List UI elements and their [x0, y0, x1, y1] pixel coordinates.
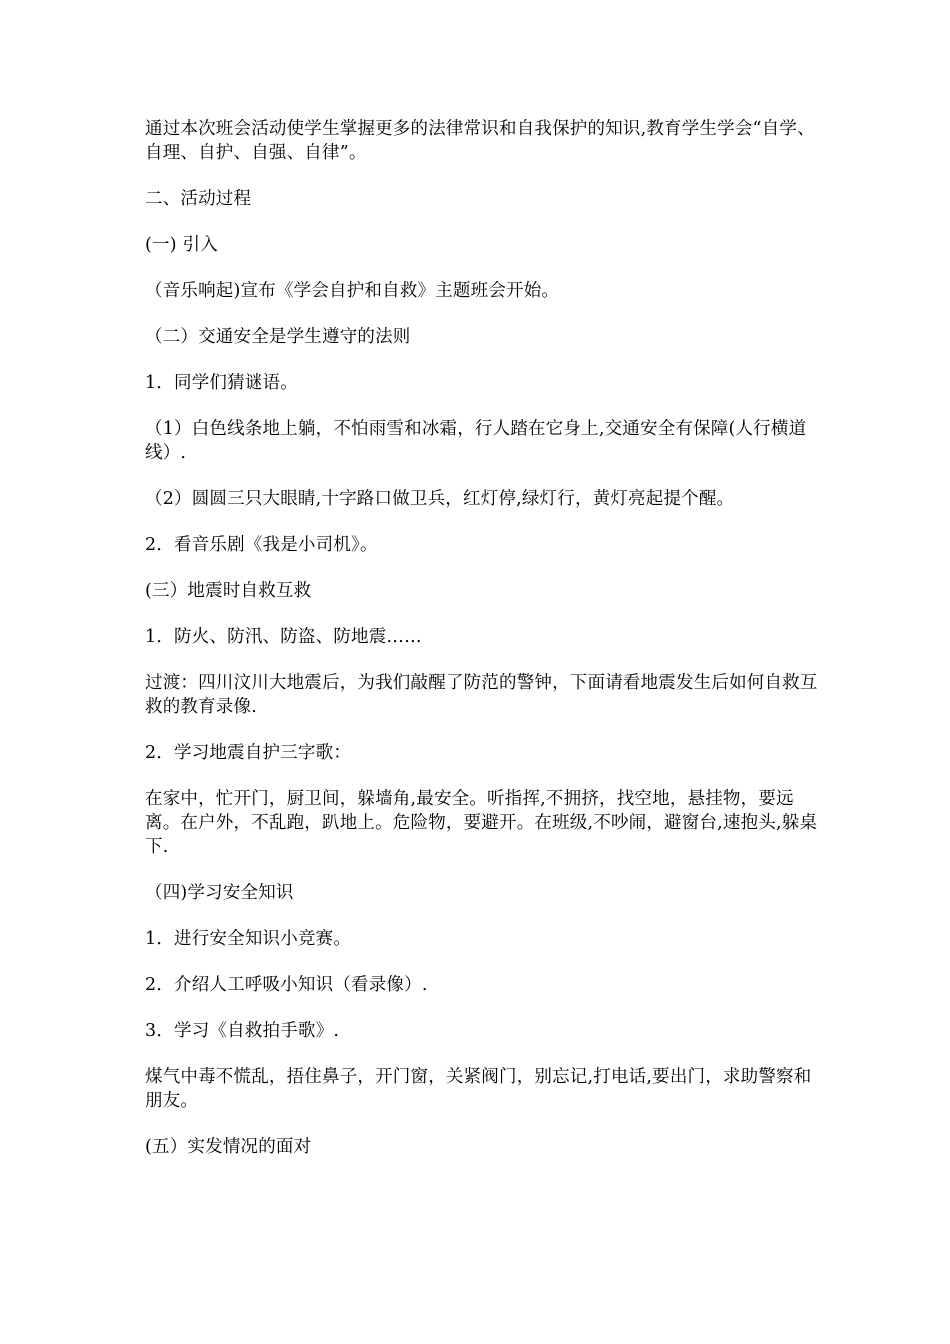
subheading-emergencies: (五）实发情况的面对	[145, 1137, 312, 1157]
list-item-riddles: 1．同学们猜谜语。	[145, 373, 298, 393]
riddle-one: （1）白色线条地上躺，不怕雨雪和冰霜，行人踏在它身上,交通安全有保障(人行横道线）.	[145, 419, 807, 463]
list-item-prevention: 1．防火、防汛、防盗、防地震……	[145, 627, 422, 647]
riddle-two: （2）圆圆三只大眼睛,十字路口做卫兵，红灯停,绿灯行，黄灯亮起提个醒。	[145, 489, 735, 509]
subheading-earthquake: (三）地震时自救互救	[145, 581, 312, 601]
list-item-cpr: 2．介绍人工呼吸小知识（看录像）.	[145, 975, 428, 995]
document-page	[145, 117, 825, 1181]
list-item-music-play: 2．看音乐剧《我是小司机》。	[145, 535, 378, 555]
paragraph-music-start: （音乐响起)宣布《学会自护和自救》主题班会开始。	[145, 281, 560, 301]
section-heading-activity-process: 二、活动过程	[145, 189, 252, 209]
list-item-clap-song: 3．学习《自救拍手歌》.	[145, 1021, 340, 1041]
subheading-introduction: (一) 引入	[145, 235, 218, 255]
list-item-quiz: 1．进行安全知识小竞赛。	[145, 929, 352, 949]
subheading-traffic-safety: （二）交通安全是学生遵守的法则	[145, 327, 411, 347]
paragraph-gas-poisoning: 煤气中毒不慌乱，捂住鼻子，开门窗，关紧阀门，别忘记,打电话,要出门，求助警察和朋友。	[145, 1067, 812, 1111]
paragraph-transition: 过渡：四川汶川大地震后，为我们敲醒了防范的警钟，下面请看地震发生后如何自救互救的教育录像.	[145, 673, 818, 717]
subheading-safety-knowledge: （四)学习安全知识	[145, 883, 294, 903]
list-item-earthquake-song: 2．学习地震自护三字歌：	[145, 743, 352, 763]
paragraph-earthquake-song: 在家中，忙开门，厨卫间，躲墙角,最安全。听指挥,不拥挤，找空地，悬挂物，要远离。在户外，不乱跑，趴地上。危险物，要避开。在班级,不吵闹，避窗台,速抱头,躲桌下.	[145, 789, 818, 857]
intro-paragraph: 通过本次班会活动使学生掌握更多的法律常识和自我保护的知识,教育学生学会“自学、自理、自护、自强、自律”。	[145, 119, 815, 163]
